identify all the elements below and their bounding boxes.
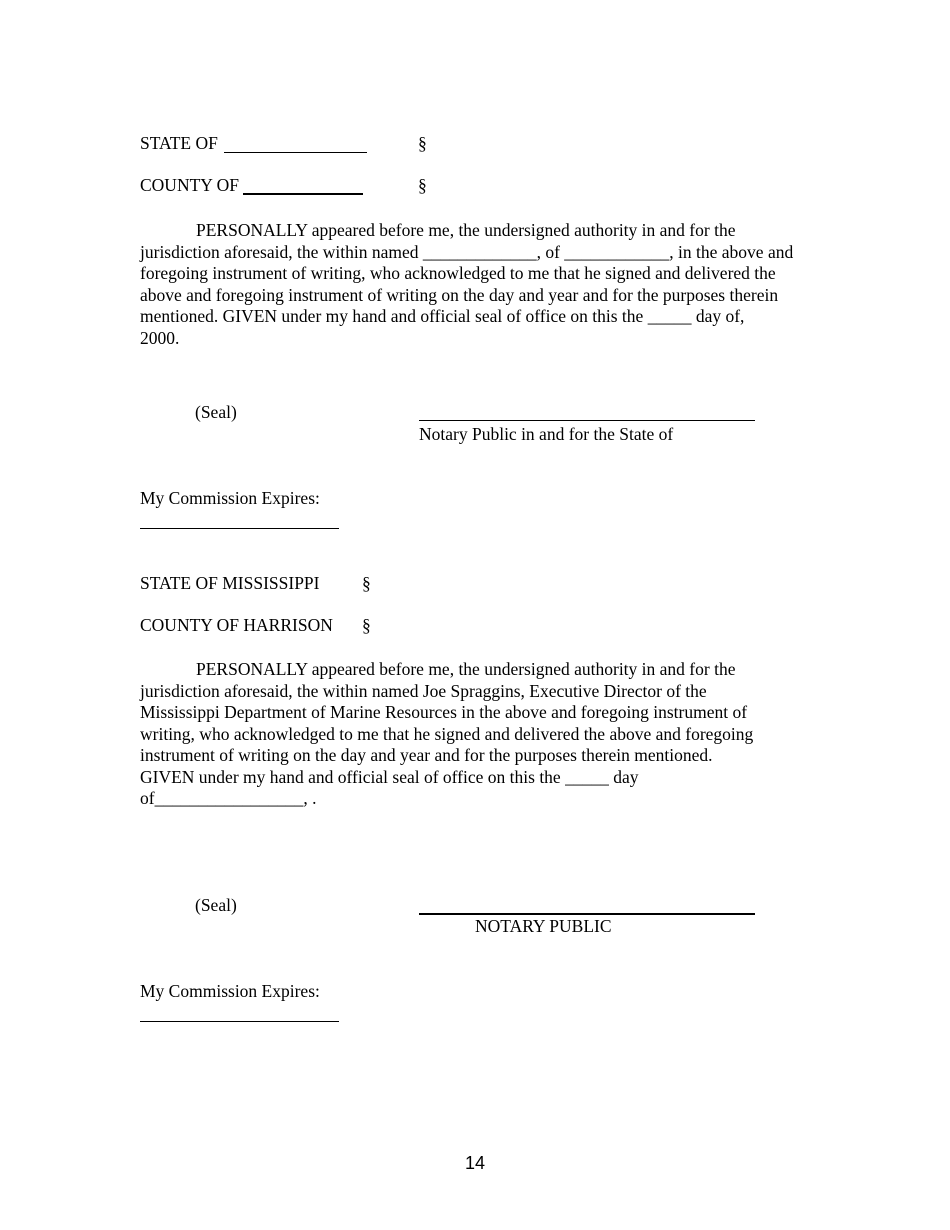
commission-expires-label: My Commission Expires: xyxy=(140,981,320,1001)
paragraph-line: PERSONALLY appeared before me, the undersigned authority in and for the xyxy=(196,220,736,240)
county-of-label: COUNTY OF HARRISON xyxy=(140,615,333,635)
section-mark: § xyxy=(362,573,371,593)
paragraph-line: writing, who acknowledged to me that he signed and delivered the above and foregoing xyxy=(140,723,754,744)
county-of-label: COUNTY OF xyxy=(140,175,240,195)
acknowledgment-paragraph xyxy=(140,659,820,810)
section-mark: § xyxy=(418,175,427,195)
paragraph-line: jurisdiction aforesaid, the within named _____________, of ____________, in the above and xyxy=(140,241,794,262)
paragraph-line: jurisdiction aforesaid, the within named Joe Spraggins, Executive Director of the xyxy=(140,680,707,701)
signature-caption: Notary Public in and for the State of xyxy=(419,424,674,444)
page-number: 14 xyxy=(464,1153,486,1173)
county-blank-line xyxy=(243,193,363,195)
paragraph-line: of_________________, . xyxy=(140,788,317,808)
commission-expires-label: My Commission Expires: xyxy=(140,488,320,508)
seal-label: (Seal) xyxy=(195,895,237,915)
paragraph-line: 2000. xyxy=(140,327,180,348)
paragraph-line: PERSONALLY appeared before me, the undersigned authority in and for the xyxy=(196,659,736,679)
state-of-label: STATE OF xyxy=(140,133,218,153)
section-mark: § xyxy=(418,133,427,153)
commission-date-line xyxy=(140,528,339,529)
signature-caption: NOTARY PUBLIC xyxy=(475,916,612,936)
state-blank-line xyxy=(224,152,367,153)
paragraph-line: Mississippi Department of Marine Resources in the above and foregoing instrument of xyxy=(140,702,748,722)
paragraph-line: mentioned. GIVEN under my hand and official seal of office on this the _____ day of, xyxy=(140,306,745,326)
paragraph-line: foregoing instrument of writing, who acknowledged to me that he signed and delivered the xyxy=(140,263,776,283)
signature-line xyxy=(419,420,755,421)
paragraph-line: instrument of writing on the day and year and for the purposes therein mentioned. xyxy=(140,745,713,765)
state-of-label: STATE OF MISSISSIPPI xyxy=(140,573,320,593)
section-mark: § xyxy=(362,615,371,635)
signature-line xyxy=(419,913,755,915)
seal-label: (Seal) xyxy=(195,402,237,422)
paragraph-line: GIVEN under my hand and official seal of office on this the _____ day xyxy=(140,766,639,787)
commission-date-line xyxy=(140,1021,339,1022)
paragraph-line: above and foregoing instrument of writing on the day and year and for the purposes therein xyxy=(140,284,779,305)
acknowledgment-paragraph xyxy=(140,220,820,349)
